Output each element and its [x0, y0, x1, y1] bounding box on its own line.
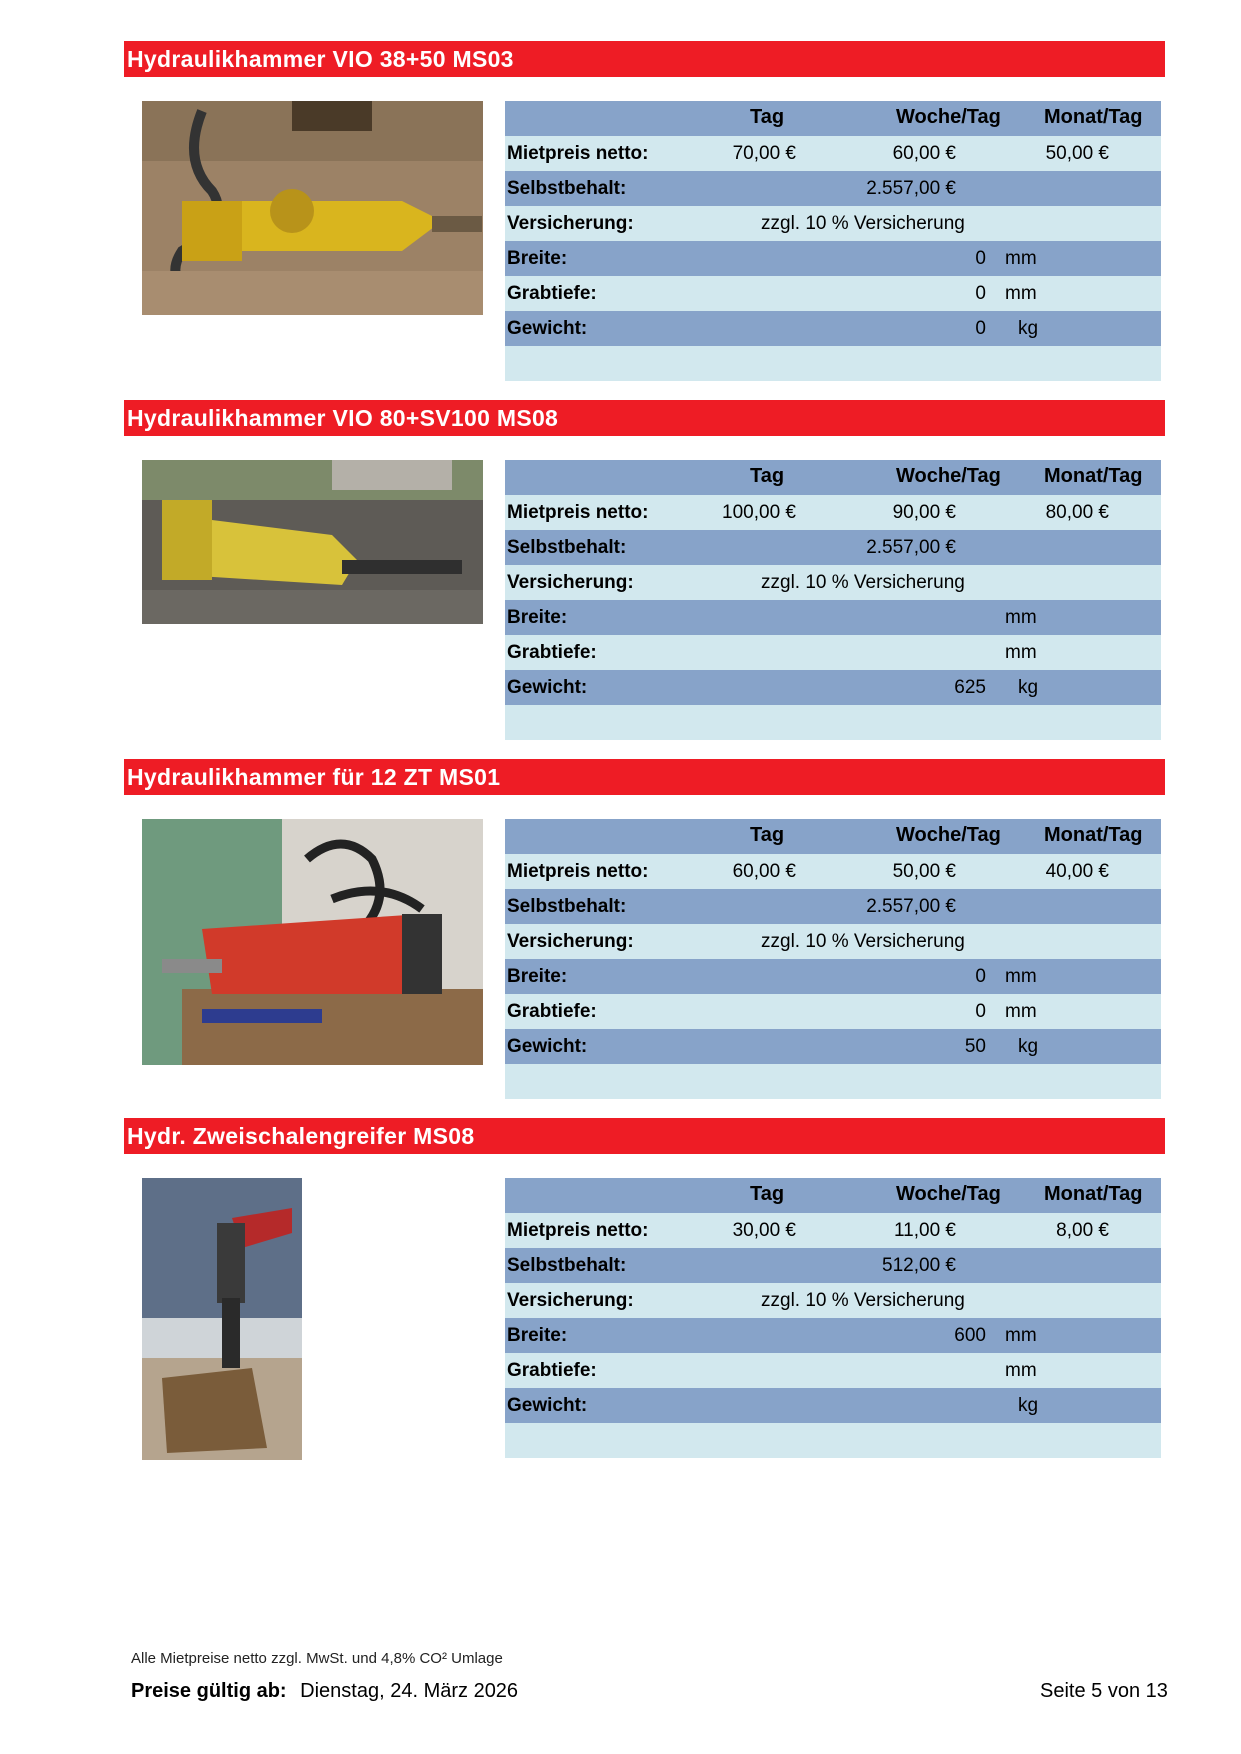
header-woche: Woche/Tag: [896, 1183, 1001, 1205]
value-versicherung: zzgl. 10 % Versicherung: [761, 1290, 965, 1311]
valid-label: Preise gültig ab:: [131, 1680, 287, 1702]
value-versicherung: zzgl. 10 % Versicherung: [761, 572, 965, 593]
unit-mm: mm: [1005, 283, 1037, 304]
header-tag: Tag: [750, 824, 785, 846]
row-breite: [505, 600, 1161, 635]
page-number: Seite 5 von 13: [1040, 1680, 1168, 1702]
label-gewicht: Gewicht:: [507, 1395, 588, 1416]
label-selbstbehalt: Selbstbehalt:: [507, 537, 627, 558]
value-breite: 600: [954, 1325, 986, 1346]
product-title: Hydraulikhammer VIO 38+50 MS03: [124, 41, 1165, 77]
value-selbstbehalt: 512,00 €: [882, 1255, 956, 1276]
value-gewicht: 625: [954, 677, 986, 698]
value-grabtiefe: 0: [975, 283, 986, 304]
valid-date: Dienstag, 24. März 2026: [300, 1680, 519, 1702]
unit-mm: mm: [1005, 248, 1037, 269]
row-gewicht: [505, 1029, 1161, 1064]
price-woche: 50,00 €: [892, 861, 956, 882]
header-tag: Tag: [750, 465, 785, 487]
label-grabtiefe: Grabtiefe:: [507, 1001, 597, 1022]
value-versicherung: zzgl. 10 % Versicherung: [761, 931, 965, 952]
price-monat: 50,00 €: [1045, 143, 1109, 164]
table-header-row: [505, 819, 1161, 854]
unit-kg: kg: [1018, 318, 1039, 339]
price-monat: 40,00 €: [1045, 861, 1109, 882]
label-selbstbehalt: Selbstbehalt:: [507, 178, 627, 199]
unit-mm: mm: [1005, 966, 1037, 987]
label-selbstbehalt: Selbstbehalt:: [507, 1255, 627, 1276]
unit-mm: mm: [1005, 1001, 1037, 1022]
unit-mm: mm: [1005, 1360, 1037, 1381]
price-tag: 70,00 €: [732, 143, 796, 164]
label-breite: Breite:: [507, 248, 568, 269]
label-breite: Breite:: [507, 1325, 568, 1346]
value-versicherung: zzgl. 10 % Versicherung: [761, 213, 965, 234]
row-selbstbehalt: [505, 1248, 1161, 1283]
product-photo: [142, 1178, 302, 1460]
product-title: Hydraulikhammer für 12 ZT MS01: [124, 759, 1165, 795]
row-selbstbehalt: [505, 889, 1161, 924]
label-gewicht: Gewicht:: [507, 318, 588, 339]
table-header-row: [505, 101, 1161, 136]
product-title: Hydr. Zweischalengreifer MS08: [124, 1118, 1165, 1154]
value-gewicht: 50: [964, 1036, 986, 1057]
value-breite: 0: [975, 248, 986, 269]
row-empty: [505, 1064, 1161, 1099]
unit-kg: kg: [1018, 1395, 1039, 1416]
price-woche: 11,00 €: [894, 1220, 956, 1241]
row-empty: [505, 705, 1161, 740]
table-header-row: [505, 1178, 1161, 1213]
row-grabtiefe: [505, 1353, 1161, 1388]
row-grabtiefe: [505, 994, 1161, 1029]
price-tag: 60,00 €: [732, 861, 796, 882]
unit-mm: mm: [1005, 642, 1037, 663]
row-versicherung: [505, 206, 1161, 241]
label-versicherung: Versicherung:: [507, 931, 634, 952]
price-woche: 60,00 €: [892, 143, 956, 164]
product-photo: [142, 460, 483, 624]
row-grabtiefe: [505, 635, 1161, 670]
unit-kg: kg: [1018, 1036, 1039, 1057]
product-title: Hydraulikhammer VIO 80+SV100 MS08: [124, 400, 1165, 436]
label-grabtiefe: Grabtiefe:: [507, 283, 597, 304]
value-selbstbehalt: 2.557,00 €: [866, 896, 956, 917]
product-photo: [142, 101, 483, 315]
row-breite: [505, 959, 1161, 994]
price-tag: 30,00 €: [732, 1220, 796, 1241]
header-monat: Monat/Tag: [1044, 106, 1143, 128]
header-woche: Woche/Tag: [896, 465, 1001, 487]
label-breite: Breite:: [507, 966, 568, 987]
label-selbstbehalt: Selbstbehalt:: [507, 896, 627, 917]
price-monat: 80,00 €: [1045, 502, 1109, 523]
label-versicherung: Versicherung:: [507, 1290, 634, 1311]
row-mietpreis: [505, 495, 1161, 530]
row-gewicht: [505, 1388, 1161, 1423]
header-monat: Monat/Tag: [1044, 465, 1143, 487]
row-versicherung: [505, 1283, 1161, 1318]
label-gewicht: Gewicht:: [507, 1036, 588, 1057]
value-breite: 0: [975, 966, 986, 987]
header-tag: Tag: [750, 106, 785, 128]
price-monat: 8,00 €: [1056, 1220, 1109, 1241]
row-gewicht: [505, 311, 1161, 346]
label-mietpreis: Mietpreis netto:: [507, 143, 649, 164]
footer-note: Alle Mietpreise netto zzgl. MwSt. und 4,8% CO² Umlage: [131, 1650, 503, 1667]
product-photo: [142, 819, 483, 1065]
row-mietpreis: [505, 1213, 1161, 1248]
row-empty: [505, 1423, 1161, 1458]
label-mietpreis: Mietpreis netto:: [507, 861, 649, 882]
unit-mm: mm: [1005, 1325, 1037, 1346]
row-mietpreis: [505, 854, 1161, 889]
value-selbstbehalt: 2.557,00 €: [866, 537, 956, 558]
value-selbstbehalt: 2.557,00 €: [866, 178, 956, 199]
row-selbstbehalt: [505, 171, 1161, 206]
label-mietpreis: Mietpreis netto:: [507, 1220, 649, 1241]
row-mietpreis: [505, 136, 1161, 171]
price-woche: 90,00 €: [892, 502, 956, 523]
header-woche: Woche/Tag: [896, 824, 1001, 846]
header-monat: Monat/Tag: [1044, 1183, 1143, 1205]
value-gewicht: 0: [975, 318, 986, 339]
header-monat: Monat/Tag: [1044, 824, 1143, 846]
header-tag: Tag: [750, 1183, 785, 1205]
value-grabtiefe: 0: [975, 1001, 986, 1022]
unit-mm: mm: [1005, 607, 1037, 628]
row-selbstbehalt: [505, 530, 1161, 565]
label-versicherung: Versicherung:: [507, 213, 634, 234]
row-gewicht: [505, 670, 1161, 705]
row-versicherung: [505, 924, 1161, 959]
label-breite: Breite:: [507, 607, 568, 628]
label-mietpreis: Mietpreis netto:: [507, 502, 649, 523]
label-grabtiefe: Grabtiefe:: [507, 642, 597, 663]
label-gewicht: Gewicht:: [507, 677, 588, 698]
label-versicherung: Versicherung:: [507, 572, 634, 593]
label-grabtiefe: Grabtiefe:: [507, 1360, 597, 1381]
row-breite: [505, 1318, 1161, 1353]
footer-valid: [131, 1680, 518, 1703]
row-grabtiefe: [505, 276, 1161, 311]
row-breite: [505, 241, 1161, 276]
table-header-row: [505, 460, 1161, 495]
header-woche: Woche/Tag: [896, 106, 1001, 128]
price-tag: 100,00 €: [722, 502, 796, 523]
row-versicherung: [505, 565, 1161, 600]
row-empty: [505, 346, 1161, 381]
unit-kg: kg: [1018, 677, 1039, 698]
